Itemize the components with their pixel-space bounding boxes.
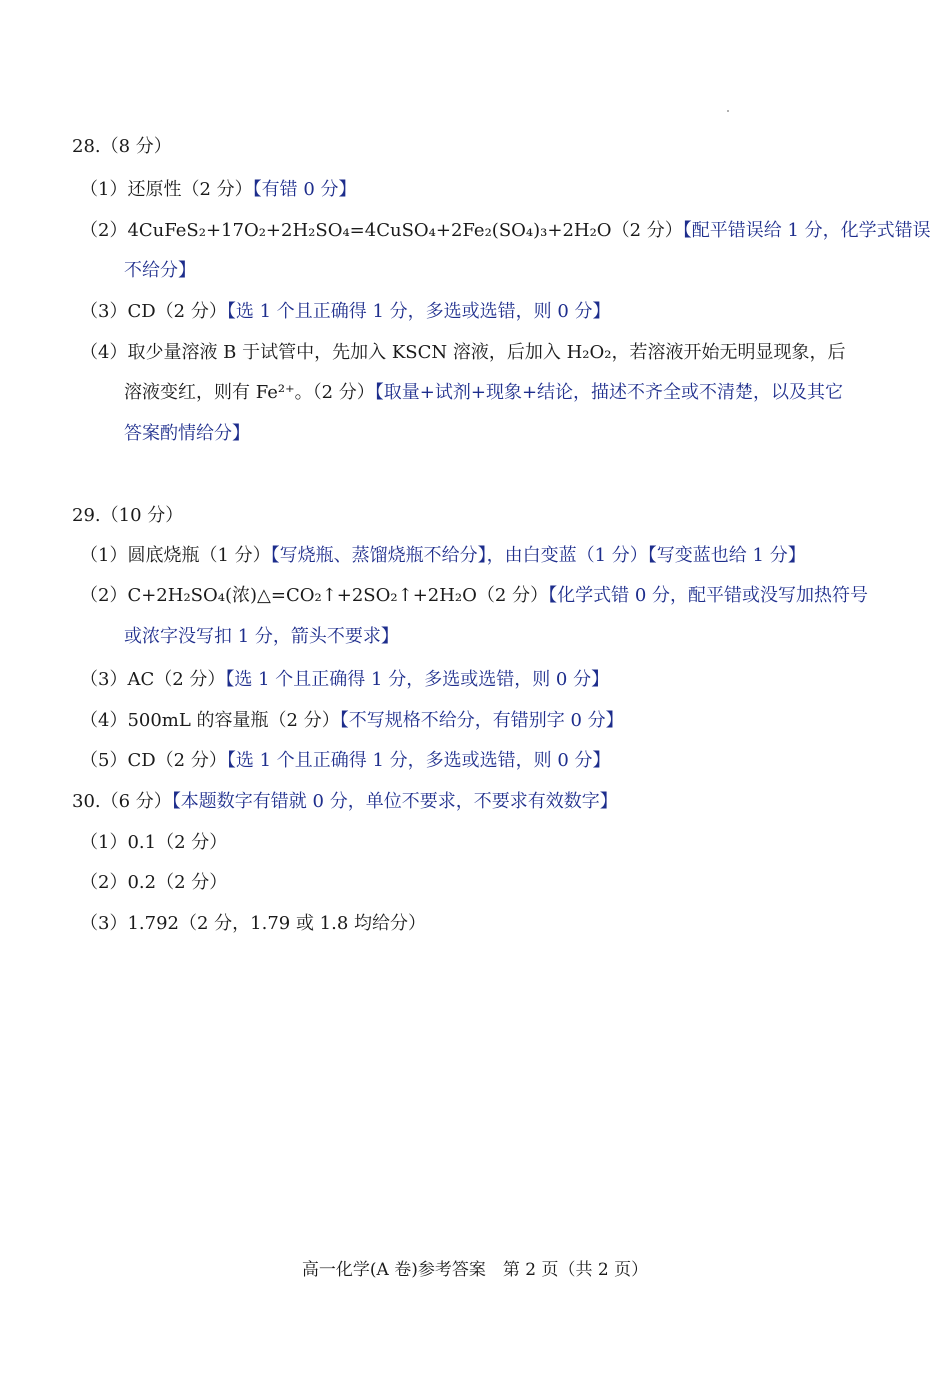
q28-item-4: （4）取少量溶液 B 于试管中，先加入 KSCN 溶液，后加入 H₂O₂，若溶液开始无明显现象，后 [80,342,846,363]
q30-item-3: （3）1.792（2 分，1.79 或 1.8 均给分） [80,913,427,934]
q29-item-4-note: 【不写规格不给分，有错别字 0 分】 [339,710,624,731]
q28-item-4-note: 【取量+试剂+现象+结论，描述不齐全或不清楚，以及其它 [374,382,844,403]
q30-item-2: （2）0.2（2 分） [80,872,228,893]
q29-item-1-text: （1）圆底烧瓶（1 分） [80,545,271,566]
q28-item-2-note-cont: 不给分】 [124,260,196,281]
q28-item-1-text: （1）还原性（2 分） [80,179,253,200]
q28-item-1-note: 【有错 0 分】 [252,179,357,200]
q28-item-2-score: （2 分） [611,220,683,241]
q29-item-3 [80,668,609,692]
q29-item-3-note: 【选 1 个且正确得 1 分，多选或选错，则 0 分】 [225,669,610,690]
q29-item-5-text: （5）CD（2 分） [80,750,227,771]
q28-item-3-text: （3）CD（2 分） [80,301,227,322]
q29-item-5 [80,749,611,773]
q29-item-2-note: 【化学式错 0 分，配平错或没写加热符号 [548,585,868,606]
q30-item-1: （1）0.1（2 分） [80,832,228,853]
q29-item-4-text: （4）500mL 的容量瓶（2 分） [80,710,340,731]
q29-item-2-equation: C+2H₂SO₄(浓)△=CO₂↑+2SO₂↑+2H₂O [127,585,477,606]
page-footer: 高一化学(A 卷)参考答案 第 2 页（共 2 页） [301,1260,649,1280]
q29-item-2-note-cont: 或浓字没写扣 1 分，箭头不要求】 [124,626,399,647]
q28-item-3 [80,300,611,324]
q29-item-2 [80,584,868,608]
q28-item-4-cont [124,381,843,405]
q29-title: 29.（10 分） [72,505,184,526]
q28-title: 28.（8 分） [72,136,172,157]
q28-item-1 [80,178,357,202]
q29-item-1 [80,544,806,568]
q28-item-2-prefix: （2） [80,220,128,241]
q28-item-2 [80,219,931,243]
q28-item-2-equation: 4CuFeS₂+17O₂+2H₂SO₄=4CuSO₄+2Fe₂(SO₄)₃+2H₂O [127,220,612,241]
q29-item-2-prefix: （2） [80,585,128,606]
q30-title: 30.（6 分） [72,791,172,812]
q29-item-2-score: （2 分） [476,585,549,606]
q29-item-3-text: （3）AC（2 分） [80,669,226,690]
q29-item-1-note: 【写烧瓶、蒸馏烧瓶不给分】，由白变蓝（1 分）【写变蓝也给 1 分】 [270,545,806,566]
q28-item-4-note-cont: 答案酌情给分】 [124,423,250,444]
q29-item-5-note: 【选 1 个且正确得 1 分，多选或选错，则 0 分】 [226,750,611,771]
scan-dot [727,110,729,112]
q28-item-2-note: 【配平错误给 1 分，化学式错误 [682,220,931,241]
q28-item-3-note: 【选 1 个且正确得 1 分，多选或选错，则 0 分】 [226,301,611,322]
q29-item-4 [80,709,624,733]
q30-title-line [72,790,618,814]
q30-title-note: 【本题数字有错就 0 分，单位不要求，不要求有效数字】 [171,791,618,812]
q28-item-4-text: 溶液变红，则有 Fe²⁺。（2 分） [124,382,375,403]
